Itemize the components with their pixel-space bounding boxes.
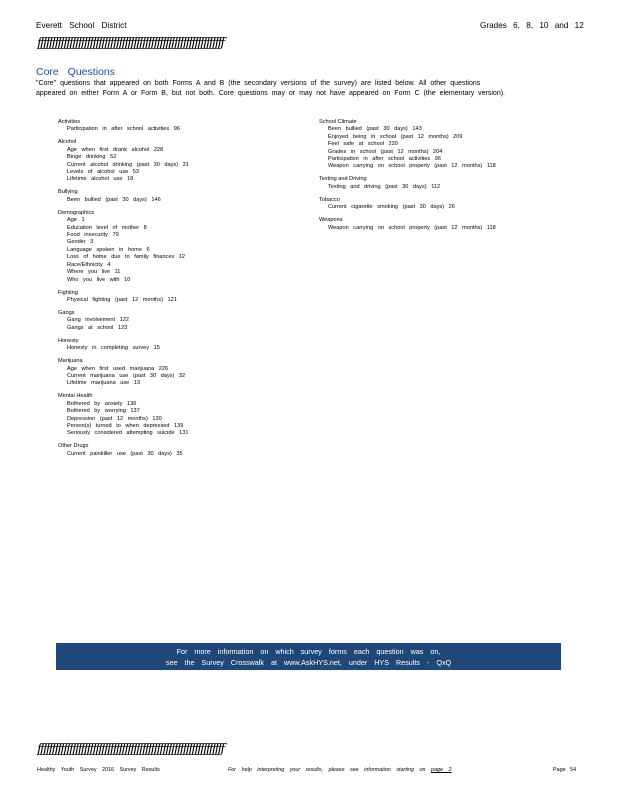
category-title: Marijuana: [58, 358, 83, 365]
question-item: Honesty in completing survey 15: [67, 345, 160, 352]
right-column: [319, 119, 589, 232]
question-item: Language spoken in home 6: [67, 246, 150, 253]
category-title: Texting and Driving: [319, 176, 367, 183]
question-item: Age 1: [67, 217, 85, 224]
category-block: [58, 338, 288, 353]
question-item: Current marijuana use (past 30 days) 32: [67, 372, 186, 379]
footer-rule: ƒƒƒƒƒƒƒƒƒƒƒƒƒƒƒƒƒƒƒƒƒƒƒƒƒƒƒƒƒƒƒƒƒƒƒƒƒƒƒƒƒƒƒƒƒƒƒƒƒƒƒƒƒƒƒƒƒƒƒƒƒƒƒƒ: [37, 742, 224, 757]
question-item: Texting and driving (past 30 days) 112: [328, 183, 441, 190]
info-line-2: see the Survey Crosswalk at www.AskHYS.net, under HYS Results - QxQ: [165, 658, 452, 667]
section-title: Core Questions: [36, 66, 115, 78]
category-title: Demographics: [58, 209, 95, 216]
question-item: Seriously considered attempting suicide 131: [67, 430, 189, 437]
category-title: Alcohol: [58, 139, 77, 146]
category-title: Fighting: [58, 289, 78, 296]
category-title: Bullying: [58, 189, 78, 196]
question-item: Levels of alcohol use 53: [67, 169, 140, 176]
question-item: Current cigarette smoking (past 30 days) 26: [328, 204, 455, 211]
question-item: Gang involvement 122: [67, 317, 129, 324]
info-line-1: For more information on which survey forms each question was on,: [176, 647, 441, 656]
category-title: Activities: [58, 119, 81, 125]
category-block: [319, 217, 589, 232]
question-item: Enjoyed being in school (past 12 months) 209: [328, 133, 463, 140]
category-title: Gangs: [58, 309, 75, 316]
header-grades: Grades 6, 8, 10 and 12: [480, 21, 584, 30]
footer-help: [228, 767, 452, 773]
category-block: [58, 443, 288, 458]
category-title: Other Drugs: [58, 443, 89, 450]
category-block: [58, 210, 288, 284]
category-title: Honesty: [58, 337, 79, 344]
question-item: Binge drinking 52: [67, 154, 117, 161]
category-block: [319, 197, 589, 212]
question-item: Depression (past 12 months) 130: [67, 415, 162, 422]
intro-line-2: appeared on either Form A or Form B, but not both. Core questions may or may not have appeared on Form C (the elementary version).: [36, 90, 505, 97]
header-district: Everett School District: [36, 21, 127, 30]
question-item: Food insecurity 79: [67, 232, 119, 239]
question-item: Been bullied (past 30 days) 146: [67, 196, 161, 203]
category-block: [58, 290, 288, 305]
question-item: Current painkiller use (past 30 days) 35: [67, 450, 183, 457]
category-title: Weapons: [319, 217, 343, 224]
question-item: Bothered by worrying 137: [67, 408, 140, 415]
category-block: [58, 310, 288, 332]
category-block: [58, 393, 288, 437]
category-block: [58, 358, 288, 388]
category-block: [58, 139, 288, 183]
info-box: [56, 643, 561, 670]
question-item: Gender 3: [67, 239, 94, 246]
footer-page-number: Page 54: [553, 767, 577, 773]
question-item: Who you live with 10: [67, 276, 131, 283]
category-block: [319, 176, 589, 191]
question-item: Grades in school (past 12 months) 204: [328, 148, 443, 155]
question-item: Feel safe at school 220: [328, 141, 398, 148]
question-item: Weapon carrying on school property (past 12 months) 118: [328, 224, 496, 231]
category-block: [58, 119, 288, 134]
category-title: School Climate: [319, 119, 357, 125]
question-item: Lifetime marijuana use 19: [67, 380, 141, 387]
question-item: Physical fighting (past 12 months) 121: [67, 296, 177, 303]
question-item: Participation in after school activities 96: [67, 126, 180, 133]
question-item: Where you live 11: [67, 269, 121, 276]
category-block: [319, 119, 589, 171]
question-item: Age when first used marijuana 226: [67, 365, 169, 372]
question-item: Weapon carrying on school property (past 12 months) 118: [328, 163, 496, 170]
question-item: Education level of mother 8: [67, 224, 147, 231]
footer-left: Healthy Youth Survey 2016 Survey Results: [37, 767, 160, 773]
header-rule: ƒƒƒƒƒƒƒƒƒƒƒƒƒƒƒƒƒƒƒƒƒƒƒƒƒƒƒƒƒƒƒƒƒƒƒƒƒƒƒƒƒƒƒƒƒƒƒƒƒƒƒƒƒƒƒƒƒƒƒƒƒƒƒƒ: [37, 36, 224, 51]
question-item: Bothered by anxiety 136: [67, 400, 137, 407]
question-item: Race/Ethnicity 4: [67, 261, 111, 268]
footer-help-text: For help interpreting your results, please see information starting on: [228, 767, 426, 773]
question-item: Been bullied (past 30 days) 143: [328, 126, 422, 133]
question-item: Participation in after school activities 96: [328, 156, 441, 163]
question-item: Lifetime alcohol use 18: [67, 176, 134, 183]
intro-line-1: "Core" questions that appeared on both Forms A and B (the secondary versions of the survey) are listed below. All other questions: [36, 80, 481, 87]
footer-page-link[interactable]: page 2: [431, 767, 452, 773]
question-item: Current alcohol drinking (past 30 days) 31: [67, 161, 189, 168]
section-intro: [36, 79, 576, 99]
category-title: Mental Health: [58, 393, 93, 400]
question-item: Age when first drank alcohol 228: [67, 146, 164, 153]
category-block: [58, 189, 288, 204]
category-title: Tobacco: [319, 196, 340, 203]
question-item: Person(s) turned to when depressed 139: [67, 422, 184, 429]
question-item: Loss of home due to family finances 12: [67, 254, 186, 261]
question-item: Gangs at school 123: [67, 324, 128, 331]
left-column: [58, 119, 288, 458]
